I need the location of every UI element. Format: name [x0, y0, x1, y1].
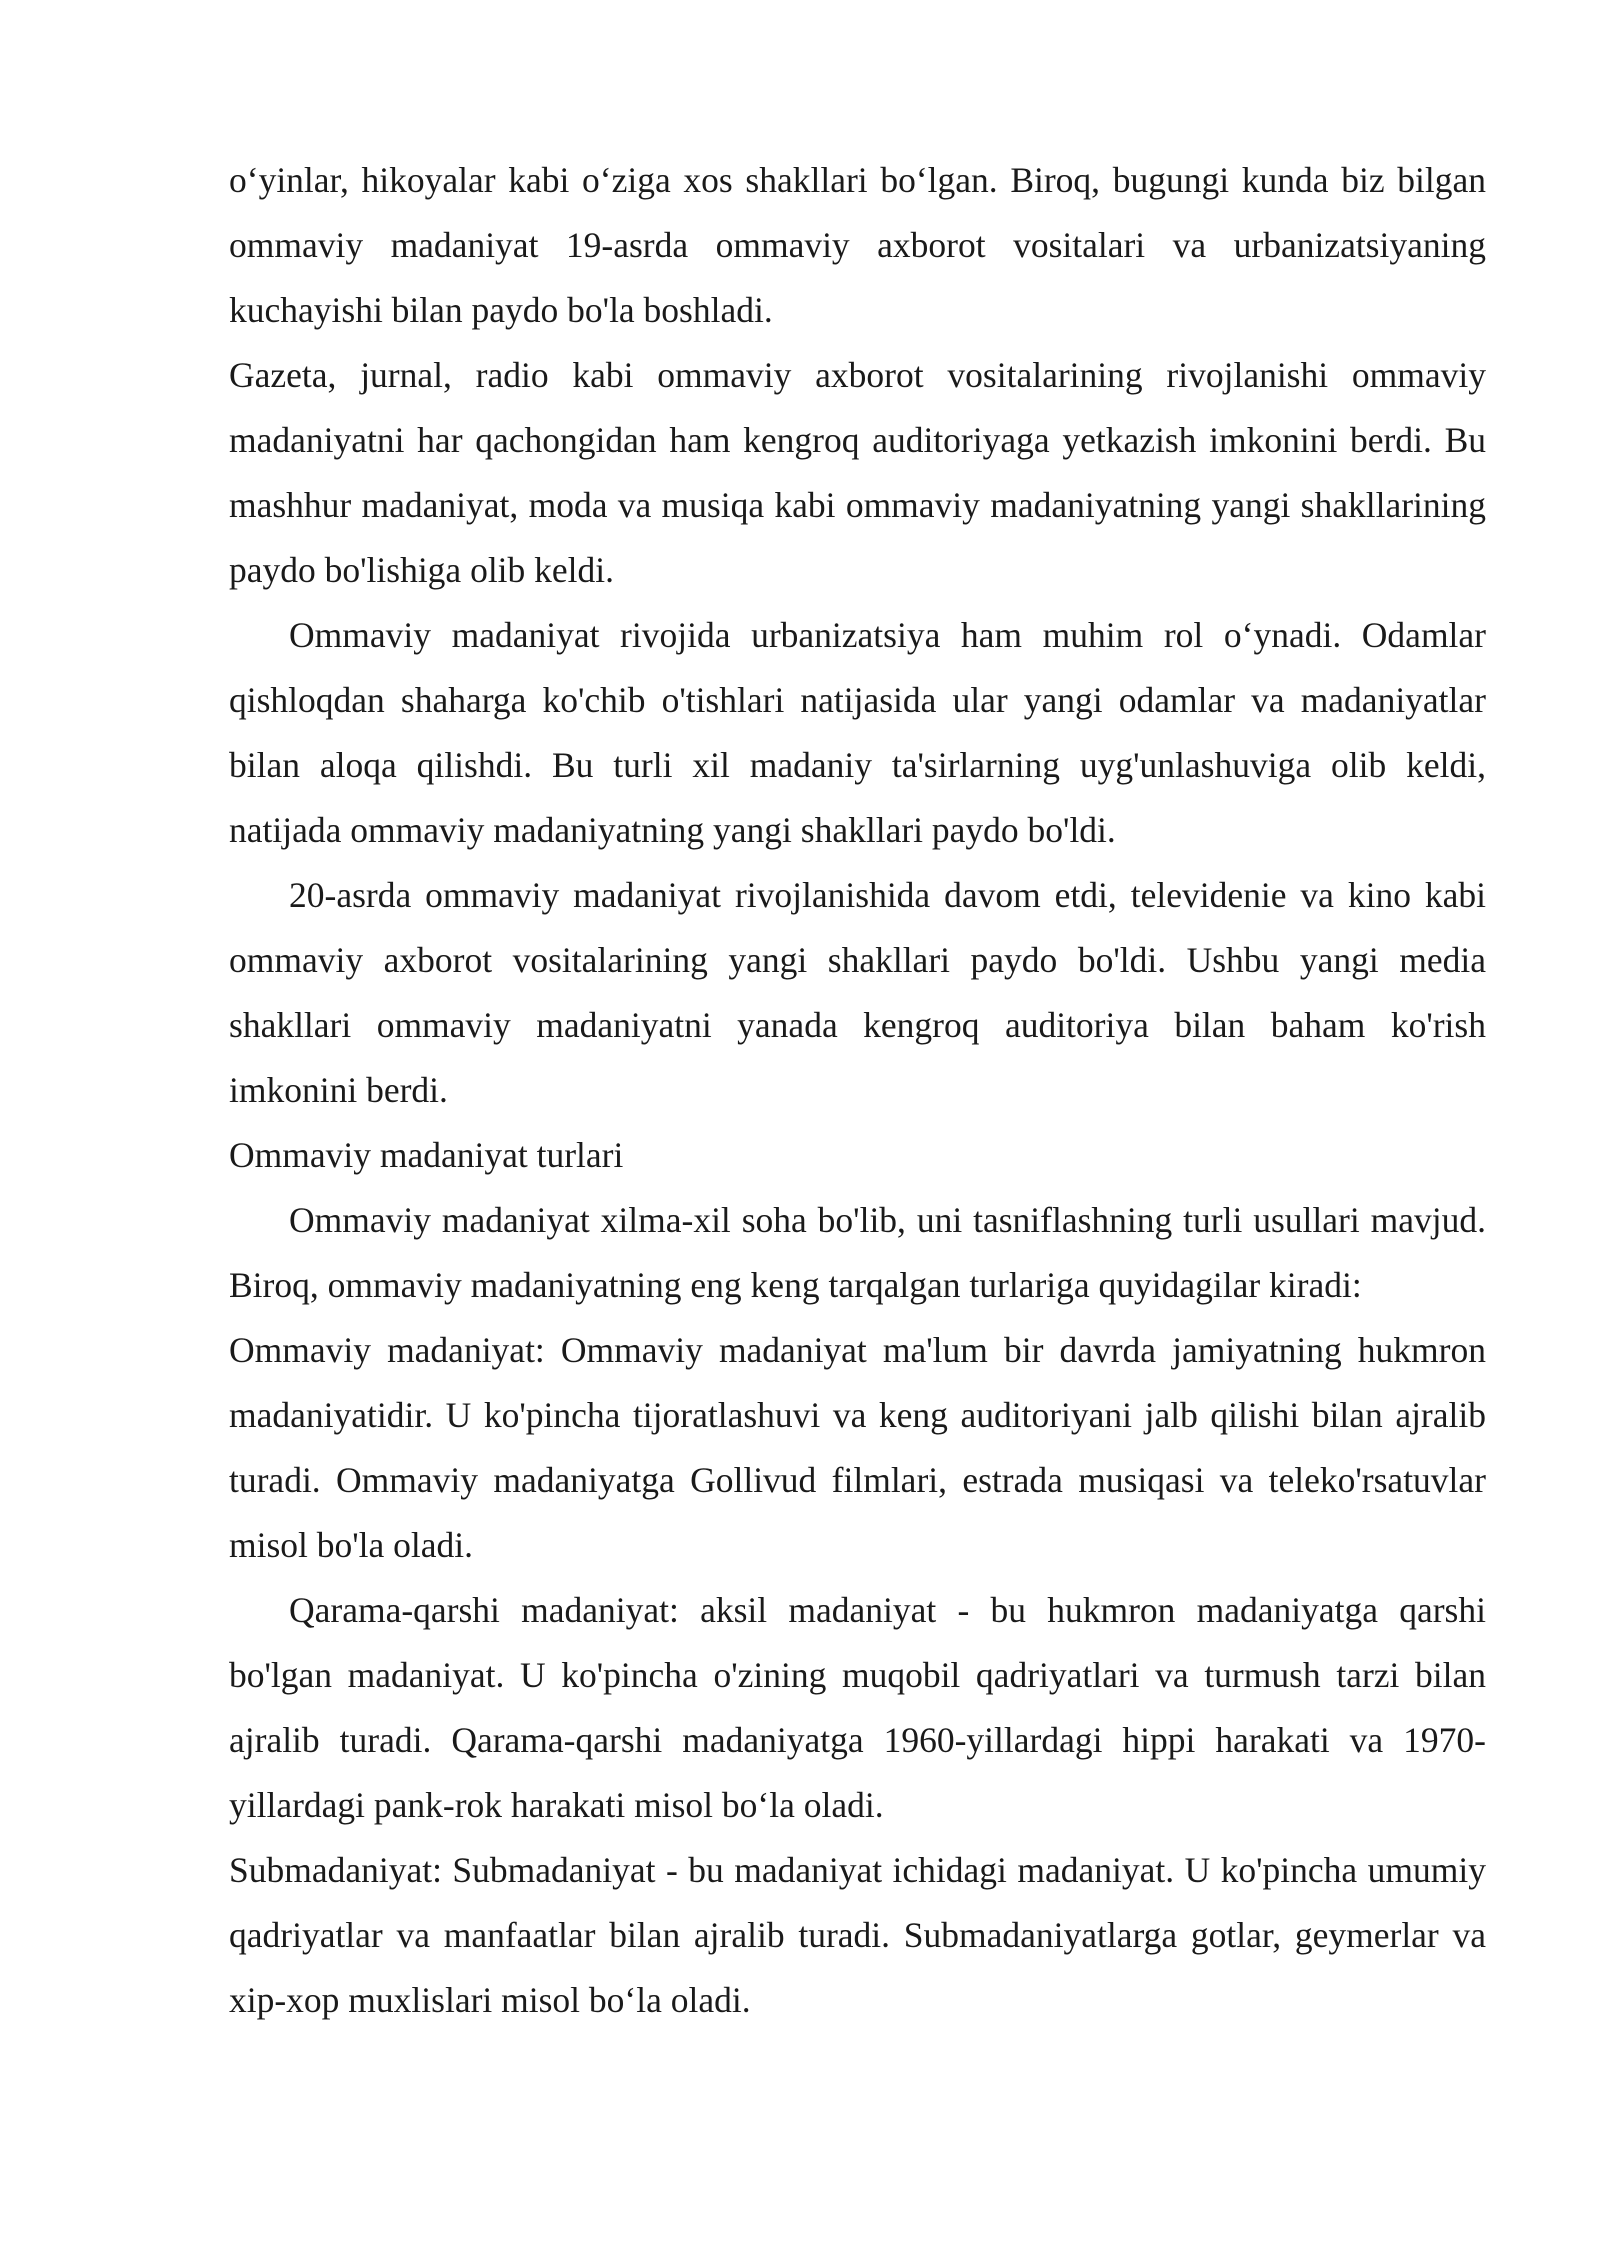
paragraph-5: Ommaviy madaniyat xilma-xil soha bo'lib, uni tasniflashning turli usullari mavjud. Biroq, ommaviy madaniyatning eng keng tarqalgan turlariga quyidagilar kiradi: [229, 1200, 1486, 1305]
paragraph-4: 20-asrda ommaviy madaniyat rivojlanishida davom etdi, televidenie va kino kabi ommaviy axborot vositalarining yangi shakllari paydo bo'ldi. Ushbu yangi media shakllari ommaviy madaniyatni yanada kengroq auditoriya bilan baham ko'rish imkonini berdi. [229, 875, 1486, 1110]
paragraph-3: Ommaviy madaniyat rivojida urbanizatsiya ham muhim rol o‘ynadi. Odamlar qishloqdan shaharga ko'chib o'tishlari natijasida ular yangi odamlar va madaniyatlar bilan aloqa qilishdi. Bu turli xil madaniy ta'sirlarning uyg'unlashuviga olib keldi, natijada ommaviy madaniyatning yangi shakllari paydo bo'ldi. [229, 615, 1486, 850]
paragraph-2: Gazeta, jurnal, radio kabi ommaviy axborot vositalarining rivojlanishi ommaviy madaniyatni har qachongidan ham kengroq auditoriyaga yetkazish imkonini berdi. Bu mashhur madaniyat, moda va musiqa kabi ommaviy madaniyatning yangi shakllarining paydo bo'lishiga olib keldi. [229, 355, 1486, 590]
section-heading: Ommaviy madaniyat turlari [229, 1135, 624, 1175]
paragraph-6: Ommaviy madaniyat: Ommaviy madaniyat ma'lum bir davrda jamiyatning hukmron madaniyatidir. U ko'pincha tijoratlashuvi va keng auditoriyani jalb qilishi bilan ajralib turadi. Ommaviy madaniyatga Gollivud filmlari, estrada musiqasi va teleko'rsatuvlar misol bo'la oladi. [229, 1330, 1486, 1565]
paragraph-1: o‘yinlar, hikoyalar kabi o‘ziga xos shakllari bo‘lgan. Biroq, bugungi kunda biz bilgan ommaviy madaniyat 19-asrda ommaviy axborot vositalari va urbanizatsiyaning kuchayishi bilan paydo bo'la boshladi. [229, 160, 1486, 330]
paragraph-8: Submadaniyat: Submadaniyat - bu madaniyat ichidagi madaniyat. U ko'pincha umumiy qadriyatlar va manfaatlar bilan ajralib turadi. Submadaniyatlarga gotlar, geymerlar va xip-xop muxlislari misol bo‘la oladi. [229, 1850, 1486, 2020]
document-body [229, 148, 1486, 2033]
paragraph-7: Qarama-qarshi madaniyat: aksil madaniyat - bu hukmron madaniyatga qarshi bo'lgan madaniyat. U ko'pincha o'zining muqobil qadriyatlari va turmush tarzi bilan ajralib turadi. Qarama-qarshi madaniyatga 1960-yillardagi hippi harakati va 1970-yillardagi pank-rok harakati misol bo‘la oladi. [229, 1590, 1486, 1825]
